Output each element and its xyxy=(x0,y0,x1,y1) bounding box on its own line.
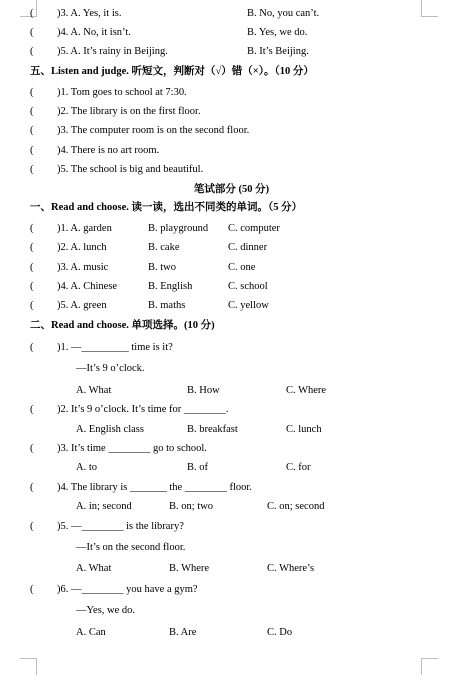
corner-mark-bottom-left xyxy=(20,658,37,675)
question-stem: )5. —________ is the library? xyxy=(57,521,184,532)
answer-paren[interactable]: ( xyxy=(30,46,34,57)
option-b: B. English xyxy=(148,281,193,292)
option-c: C. Where’s xyxy=(267,563,315,574)
question-stem: )2. It’s 9 o’clock. It’s time for ________. xyxy=(57,404,229,415)
option-a: )3. A. Yes, it is. xyxy=(57,8,122,19)
answer-paren[interactable]: ( xyxy=(30,262,34,273)
option-c: C. for xyxy=(286,462,311,473)
option-b: B. playground xyxy=(148,223,209,234)
option-a: A. What xyxy=(76,385,112,396)
option-a: )1. A. garden xyxy=(57,223,112,234)
answer-paren[interactable]: ( xyxy=(30,164,34,175)
answer-paren[interactable]: ( xyxy=(30,125,34,136)
option-b: B. How xyxy=(187,385,220,396)
corner-mark-bottom-right xyxy=(421,658,438,675)
option-c: C. school xyxy=(228,281,268,292)
option-c: C. lunch xyxy=(286,424,322,435)
question-stem: )3. It’s time ________ go to school. xyxy=(57,443,207,454)
answer-paren[interactable]: ( xyxy=(30,27,34,38)
corner-mark-top-left xyxy=(20,0,37,17)
statement: )2. The library is on the first floor. xyxy=(57,106,201,117)
statement: )1. Tom goes to school at 7:30. xyxy=(57,87,187,98)
question-stem: )1. —_________ time is it? xyxy=(57,342,173,353)
dialog-reply: —Yes, we do. xyxy=(76,605,136,616)
answer-paren[interactable]: ( xyxy=(30,342,34,353)
question-stem: )4. The library is _______ the ________ floor. xyxy=(57,482,252,493)
option-c: C. on; second xyxy=(267,501,325,512)
answer-paren[interactable]: ( xyxy=(30,584,34,595)
option-a: )5. A. green xyxy=(57,300,107,311)
answer-paren[interactable]: ( xyxy=(30,281,34,292)
option-b: B. cake xyxy=(148,242,180,253)
option-b: B. Yes, we do. xyxy=(247,27,308,38)
option-b: B. Where xyxy=(169,563,210,574)
option-b: B. Are xyxy=(169,627,197,638)
option-a: )2. A. lunch xyxy=(57,242,107,253)
statement: )5. The school is big and beautiful. xyxy=(57,164,204,175)
option-c: C. one xyxy=(228,262,256,273)
corner-mark-top-right xyxy=(421,0,438,17)
written-part-header: 笔试部分 (50 分) xyxy=(193,184,270,195)
option-c: C. Where xyxy=(286,385,327,396)
option-b: B. It’s Beijing. xyxy=(247,46,309,57)
option-a: )4. A. No, it isn’t. xyxy=(57,27,131,38)
section-title-listen-judge: 五、Listen and judge. 听短文，判断对（√）错（×）。（10 分） xyxy=(30,66,314,77)
option-a: A. in; second xyxy=(76,501,132,512)
answer-paren[interactable]: ( xyxy=(30,106,34,117)
statement: )4. There is no art room. xyxy=(57,145,160,156)
statement: )3. The computer room is on the second floor. xyxy=(57,125,250,136)
option-a: A. Can xyxy=(76,627,106,638)
option-a: )4. A. Chinese xyxy=(57,281,118,292)
option-a: )5. A. It’s rainy in Beijing. xyxy=(57,46,168,57)
option-c: C. yellow xyxy=(228,300,269,311)
option-b: B. of xyxy=(187,462,208,473)
option-a: A. English class xyxy=(76,424,144,435)
section-title-odd-one-out: 一、Read and choose. 读一读，选出不同类的单词。（5 分） xyxy=(30,202,303,213)
option-c: C. dinner xyxy=(228,242,268,253)
option-b: B. on; two xyxy=(169,501,214,512)
answer-paren[interactable]: ( xyxy=(30,482,34,493)
dialog-reply: —It’s 9 o’clock. xyxy=(76,363,145,374)
option-b: B. two xyxy=(148,262,177,273)
answer-paren[interactable]: ( xyxy=(30,145,34,156)
option-b: B. maths xyxy=(148,300,186,311)
answer-paren[interactable]: ( xyxy=(30,443,34,454)
answer-paren[interactable]: ( xyxy=(30,242,34,253)
answer-paren[interactable]: ( xyxy=(30,8,34,19)
section-title-multiple-choice: 二、Read and choose. 单项选择。(10 分) xyxy=(30,320,215,331)
question-stem: )6. —________ you have a gym? xyxy=(57,584,198,595)
answer-paren[interactable]: ( xyxy=(30,223,34,234)
option-a: A. to xyxy=(76,462,97,473)
answer-paren[interactable]: ( xyxy=(30,87,34,98)
option-a: )3. A. music xyxy=(57,262,109,273)
option-b: B. breakfast xyxy=(187,424,238,435)
dialog-reply: —It’s on the second floor. xyxy=(76,542,186,553)
answer-paren[interactable]: ( xyxy=(30,404,34,415)
option-a: A. What xyxy=(76,563,112,574)
option-c: C. Do xyxy=(267,627,293,638)
answer-paren[interactable]: ( xyxy=(30,521,34,532)
answer-paren[interactable]: ( xyxy=(30,300,34,311)
option-b: B. No, you can’t. xyxy=(247,8,320,19)
option-c: C. computer xyxy=(228,223,280,234)
